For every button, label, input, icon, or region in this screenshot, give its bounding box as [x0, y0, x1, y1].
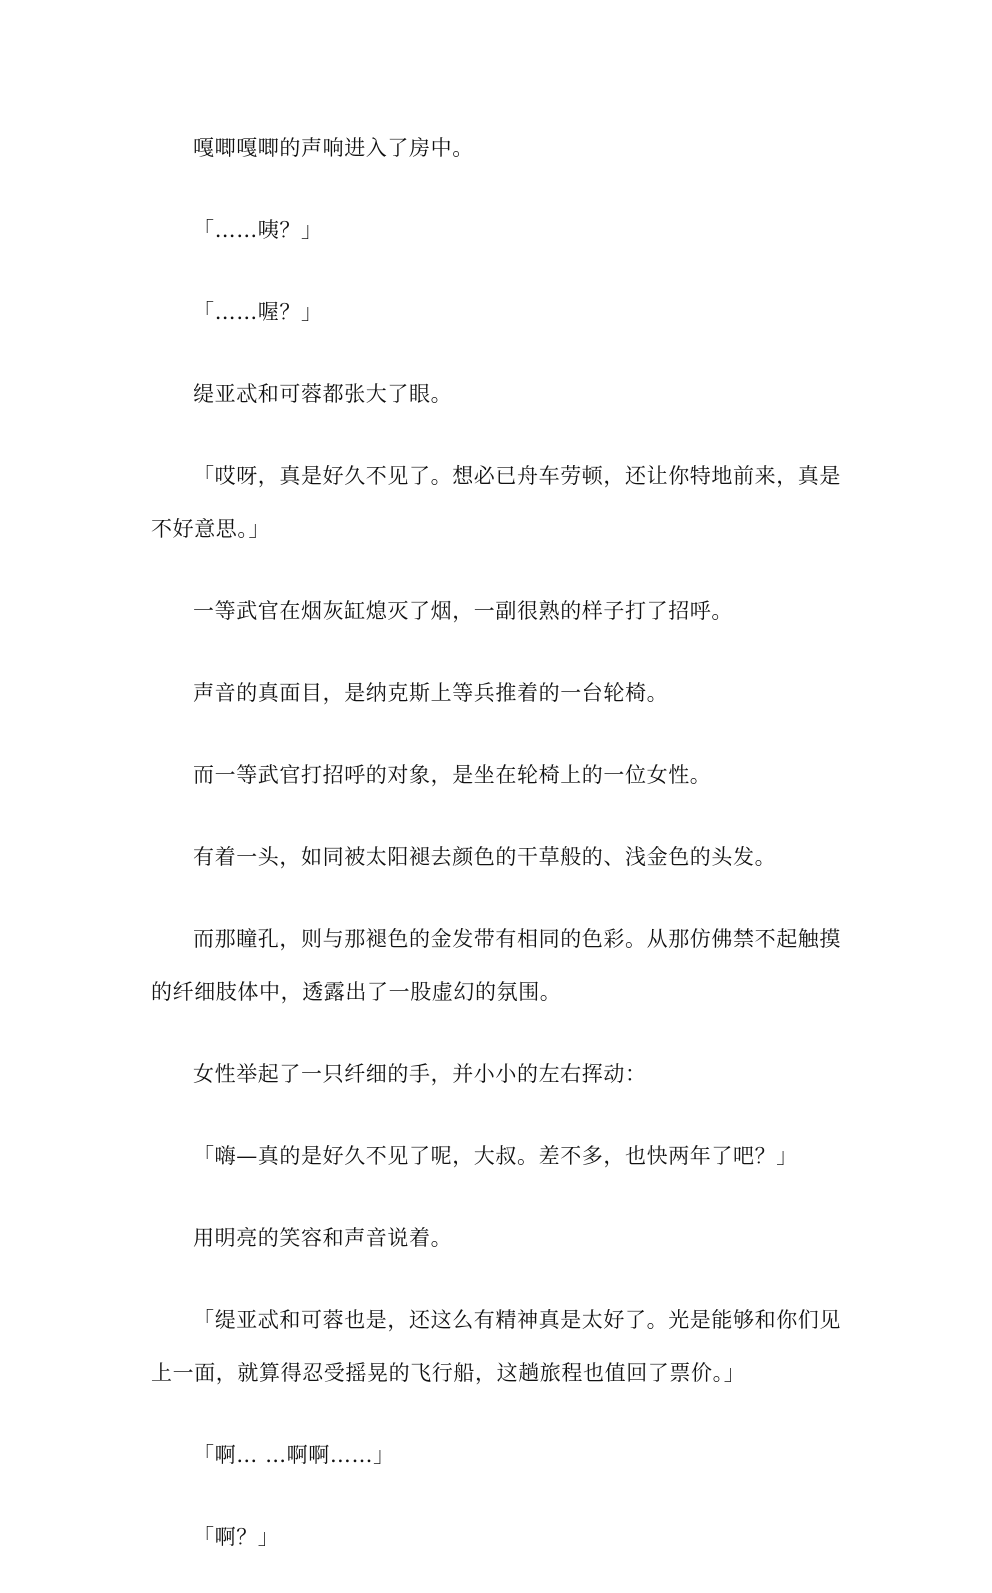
- paragraph: 「嗨—真的是好久不见了呢，大叔。差不多，也快两年了吧？」: [193, 1144, 798, 1168]
- paragraph: 「哎呀，真是好久不见了。想必已舟车劳顿，还让你特地前来，真是不好意思。」: [151, 464, 841, 541]
- body-text: [151, 122, 847, 1593]
- paragraph: 嘎唧嘎唧的声响进入了房中。: [193, 136, 474, 160]
- paragraph: 「……咦？」: [193, 218, 323, 242]
- paragraph: 用明亮的笑容和声音说着。: [193, 1226, 453, 1250]
- paragraph: 「缇亚忒和可蓉也是，还这么有精神真是太好了。光是能够和你们见上一面，就算得忍受摇晃的飞行船，这趟旅程也值回了票价。」: [151, 1308, 841, 1385]
- paragraph: 女性举起了一只纤细的手，并小小的左右挥动：: [193, 1062, 647, 1086]
- paragraph: 「……喔？」: [193, 300, 323, 324]
- paragraph: 「啊… …啊啊……」: [193, 1443, 395, 1467]
- paragraph: 一等武官在烟灰缸熄灭了烟，一副很熟的样子打了招呼。: [193, 599, 733, 623]
- paragraph: 而一等武官打招呼的对象，是坐在轮椅上的一位女性。: [193, 763, 712, 787]
- paragraph: 而那瞳孔，则与那褪色的金发带有相同的色彩。从那仿佛禁不起触摸的纤细肢体中，透露出了一股虚幻的氛围。: [151, 927, 841, 1004]
- paragraph: 缇亚忒和可蓉都张大了眼。: [193, 382, 453, 406]
- paragraph: 有着一头，如同被太阳褪去颜色的干草般的、浅金色的头发。: [193, 845, 777, 869]
- paragraph: 声音的真面目，是纳克斯上等兵推着的一台轮椅。: [193, 681, 669, 705]
- paragraph: 「啊？」: [193, 1525, 280, 1549]
